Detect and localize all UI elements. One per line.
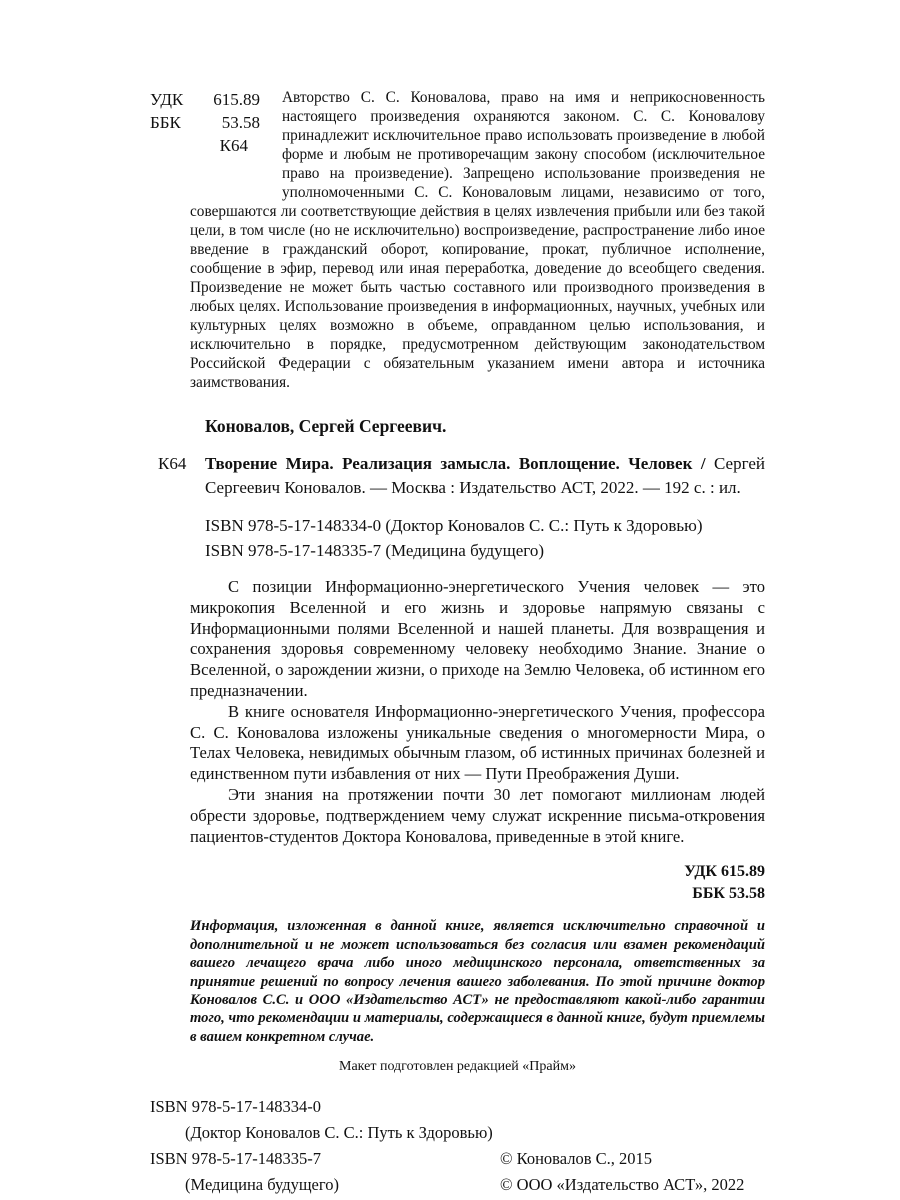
catalog-description: Сергей Сергеевич Коновалов. — Москва : Издательство АСТ, 2022. — 192 с. : ил. — [205, 454, 765, 497]
footer-isbn-1: ISBN 978-5-17-148334-0 — [150, 1097, 321, 1117]
footer-spacer-2 — [500, 1120, 765, 1146]
footer-isbn-1-series: (Доктор Коновалов С. С.: Путь к Здоровью) — [185, 1123, 493, 1143]
catalog-entry — [150, 452, 765, 499]
book-title: Творение Мира. Реализация замысла. Воплощение. Человек / — [205, 454, 706, 473]
udk-code-right: УДК 615.89 — [684, 863, 765, 881]
isbn-block — [150, 513, 765, 563]
footer-isbn-2-series: (Медицина будущего) — [185, 1175, 339, 1195]
bbk-label: ББК — [150, 113, 181, 132]
footer-copyright-publisher: © ООО «Издательство АСТ», 2022 — [500, 1175, 745, 1195]
imprint-bbk-line — [150, 111, 260, 134]
bbk-value: 53.58 — [221, 113, 260, 132]
classification-codes-right — [150, 861, 765, 905]
footer-isbn-2: ISBN 978-5-17-148335-7 — [150, 1149, 321, 1169]
annotation-paragraph-1: С позиции Информационно-энергетического Учения человек — это микрокопия Вселенной и его жизнь и здоровье напрямую связаны с Информационными полями Вселенной и нашей планеты. Для возвращения и сохранения здоровья современному человеку необходимо Знание. Знание о Вселенной, о зарождении жизни, о приходе на Землю Человека, об истинном его предназначении. — [190, 577, 765, 700]
legal-text: Авторство С. С. Коновалова, право на имя и неприкосновенность настоящего произведения охраняются законом. С. С. Коновалову принадлежит исключительное право использовать произведение в любой форме и любым не противоречащим закону способом (исключительное право на произведение). Запрещено использование произведения не уполномоченными С. С. Коноваловым лицами, независимо от того, совершаются ли соответствующие действия в целях извлечения прибыли или без такой цели, в том числе (но не исключительно) воспроизведение, распространение либо иное введение в гражданский оборот, копирование, прокат, публичное исполнение, сообщение в эфир, перевод или иная переработка, доведение до всеобщего сведения. Произведение не может быть частью составного или производного произведения в любых целях. Использование произведения в информационных, научных, учебных или культурных целях возможно в объеме, оправданном целью использования, и исключительно в порядке, предусмотренном действующим законодательством Российской Федерации с обязательным указанием имени автора и источника заимствования. — [190, 89, 765, 391]
medical-disclaimer: Информация, изложенная в данной книге, является исключительно справочной и дополнительной и не может использоваться без согласия или взамен рекомендаций вашего лечащего врача либо иного медицинского персонала, ответственных за принятие решений по вопросу лечения вашего заболевания. По этой причине доктор Коновалов С.С. и ООО «Издательство АСТ» не предоставляют какой-либо гарантии того, что рекомендации и материалы, содержащиеся в данной книге, будут приемлемы в вашем конкретном случае. — [190, 918, 765, 1045]
isbn-line-2: ISBN 978-5-17-148335-7 (Медицина будущего) — [205, 541, 545, 560]
bbk-code-right: ББК 53.58 — [692, 885, 765, 903]
annotation-paragraph-3: Эти знания на протяжении почти 30 лет помогают миллионам людей обрести здоровье, подтверждением чему служат искренние письма-откровения пациентов-студентов Доктора Коновалова, приведенные в этой книге. — [190, 784, 765, 846]
imprint-udk-line — [150, 88, 260, 111]
imprint-codes-block — [150, 88, 282, 185]
footer-spacer-1 — [500, 1094, 765, 1120]
legal-paragraph — [150, 88, 765, 392]
imprint-author-code: К64 — [219, 136, 248, 155]
author-heading: Коновалов, Сергей Сергеевич. — [205, 416, 447, 436]
udk-label: УДК — [150, 90, 184, 109]
udk-value: 615.89 — [213, 90, 260, 109]
annotation-block — [190, 577, 765, 847]
footer-copyright-author: © Коновалов С., 2015 — [500, 1149, 652, 1169]
layout-credit: Макет подготовлен редакцией «Прайм» — [339, 1059, 576, 1075]
annotation-paragraph-2: В книге основателя Информационно-энергетического Учения, профессора С. С. Коновалова изложены уникальные сведения о многомерности Мира, о Телах Человека, невидимых обычным глазом, об истинных причинах болезней и единственном пути избавления от них — Пути Преображения Души. — [190, 701, 765, 784]
catalog-author-code: К64 — [158, 454, 187, 473]
isbn-line-1: ISBN 978-5-17-148334-0 (Доктор Коновалов С. С.: Путь к Здоровью) — [205, 516, 703, 535]
footer-imprint — [150, 1094, 765, 1198]
